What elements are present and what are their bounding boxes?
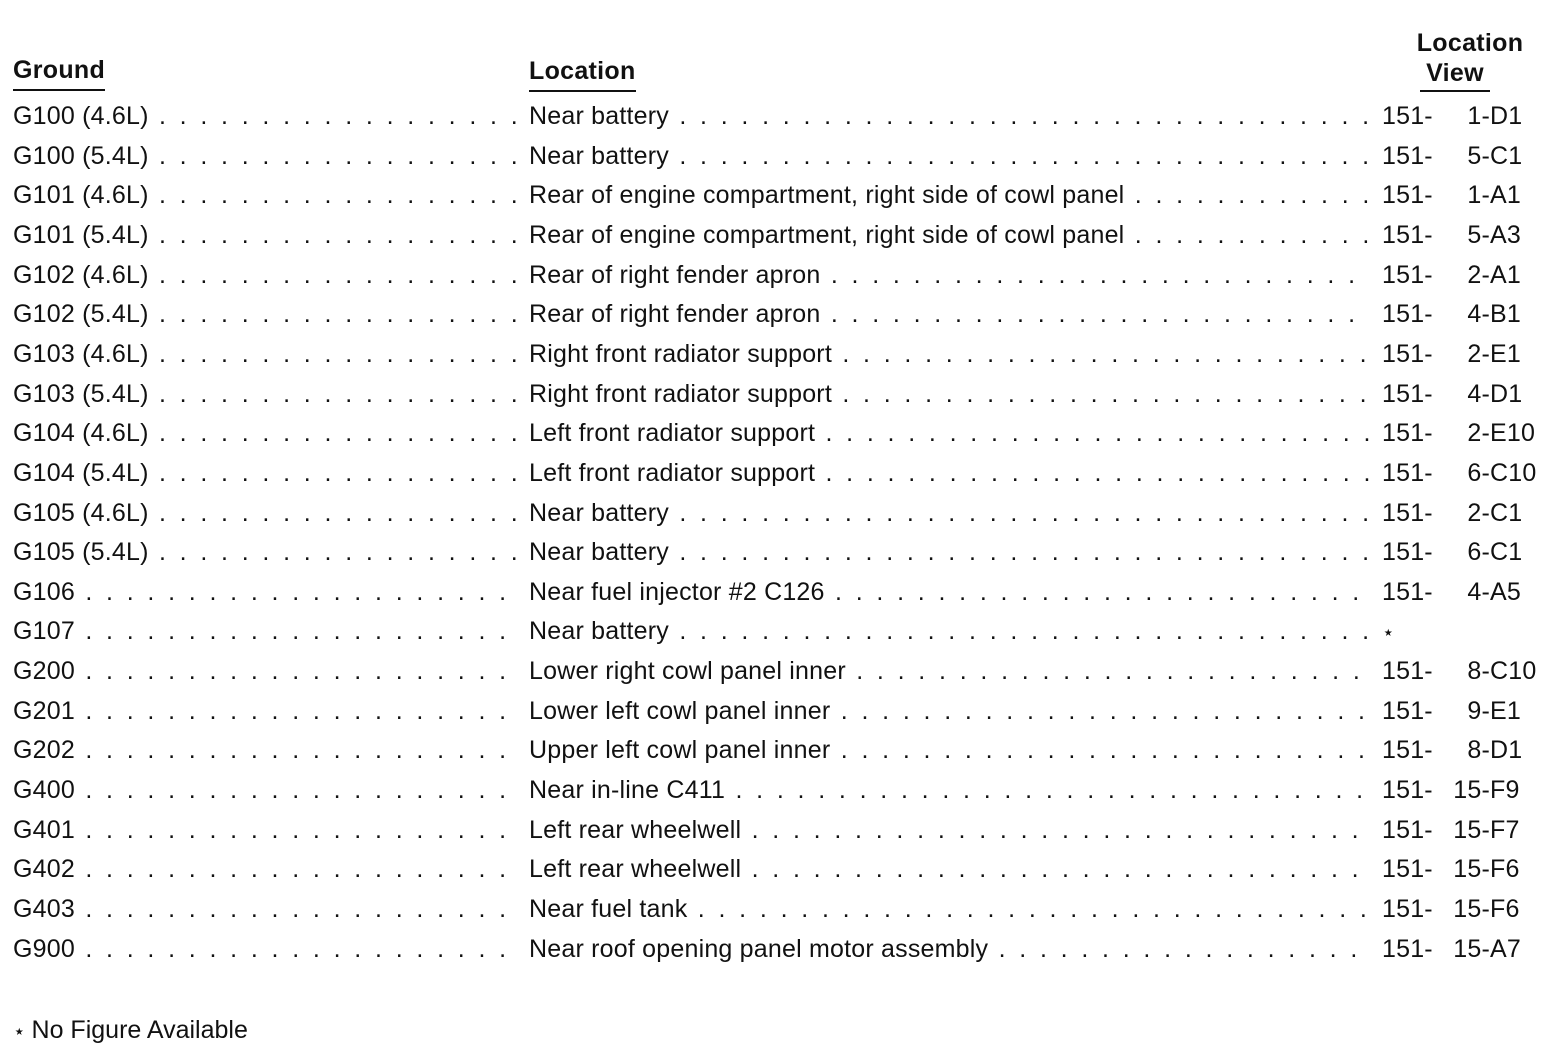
location-cell <box>529 770 1369 810</box>
location-cell <box>529 611 1369 651</box>
ground-id: G401 . . . <box>13 816 516 844</box>
table-row <box>0 413 1552 453</box>
ground-id-cell <box>13 849 516 889</box>
table-row <box>0 849 1552 889</box>
ground-id-cell <box>13 651 516 691</box>
table-row <box>0 691 1552 731</box>
ground-id: G105 (5.4L) . . . <box>13 538 516 566</box>
view-page-number: 151- <box>1382 935 1433 963</box>
view-grid-reference: E1 <box>1490 697 1521 725</box>
table-row <box>0 889 1552 929</box>
view-page-number: 151- <box>1382 499 1433 527</box>
location-text: Rear of right fender apron . . . <box>529 261 1369 289</box>
view-page-number: 151- <box>1382 459 1433 487</box>
location-view-cell <box>1382 810 1547 850</box>
location-text: Left rear wheelwell . . . <box>529 816 1369 844</box>
view-page-number: 151- <box>1382 221 1433 249</box>
location-column-header: Location <box>529 56 636 92</box>
view-grid-reference: C10 <box>1490 657 1537 685</box>
location-view-cell <box>1382 691 1547 731</box>
view-grid-reference: F7 <box>1490 816 1520 844</box>
table-row <box>0 175 1552 215</box>
view-grid-reference: C1 <box>1490 499 1523 527</box>
location-cell <box>529 889 1369 929</box>
table-row <box>0 374 1552 414</box>
location-cell <box>529 651 1369 691</box>
location-text: Right front radiator support . . . <box>529 340 1369 368</box>
location-cell <box>529 215 1369 255</box>
location-cell <box>529 413 1369 453</box>
location-view-header-line1: Location <box>1416 29 1524 57</box>
star-icon: ⋆ <box>13 1021 26 1043</box>
view-page-number: 151- <box>1382 142 1433 170</box>
location-text: Lower left cowl panel inner . . . <box>529 697 1369 725</box>
location-view-cell <box>1382 374 1547 414</box>
location-text: Upper left cowl panel inner . . . <box>529 736 1369 764</box>
location-cell <box>529 136 1369 176</box>
location-view-cell <box>1382 770 1547 810</box>
view-figure-number: 5- <box>1467 142 1490 170</box>
location-text: Near in-line C411 . . . <box>529 776 1369 804</box>
ground-id: G100 (4.6L) . . . <box>13 102 516 130</box>
view-grid-reference: B1 <box>1490 300 1521 328</box>
location-text: Near fuel injector #2 C126 . . . <box>529 578 1369 606</box>
view-figure-number: 4- <box>1467 300 1490 328</box>
location-view-cell <box>1382 294 1547 334</box>
view-figure-number: 15- <box>1453 816 1490 844</box>
location-view-cell <box>1382 215 1547 255</box>
location-view-cell <box>1382 929 1547 969</box>
view-figure-number: 8- <box>1467 657 1490 685</box>
view-page-number: 151- <box>1382 300 1433 328</box>
view-grid-reference: F9 <box>1490 776 1520 804</box>
ground-id: G106 . . . <box>13 578 516 606</box>
ground-id-cell <box>13 215 516 255</box>
view-page-number: 151- <box>1382 855 1433 883</box>
ground-id: G200 . . . <box>13 657 516 685</box>
location-text: Left rear wheelwell . . . <box>529 855 1369 883</box>
view-figure-number: 5- <box>1467 221 1490 249</box>
ground-id-cell <box>13 334 516 374</box>
ground-id: G107 . . . <box>13 617 516 645</box>
view-grid-reference: D1 <box>1490 736 1523 764</box>
ground-id: G105 (4.6L) . . . <box>13 499 516 527</box>
location-view-cell <box>1382 453 1547 493</box>
location-text: Rear of right fender apron . . . <box>529 300 1369 328</box>
location-text: Left front radiator support . . . <box>529 459 1369 487</box>
view-figure-number: 9- <box>1467 697 1490 725</box>
view-grid-reference: C1 <box>1490 142 1523 170</box>
view-figure-number: 8- <box>1467 736 1490 764</box>
location-text: Left front radiator support . . . <box>529 419 1369 447</box>
location-cell <box>529 929 1369 969</box>
view-page-number: 151- <box>1382 419 1433 447</box>
location-cell <box>529 532 1369 572</box>
ground-id-cell <box>13 453 516 493</box>
view-figure-number: 15- <box>1453 776 1490 804</box>
location-text: Rear of engine compartment, right side of cowl panel . . . <box>529 181 1369 209</box>
view-grid-reference: C1 <box>1490 538 1523 566</box>
view-figure-number: 2- <box>1467 499 1490 527</box>
table-row <box>0 929 1552 969</box>
view-grid-reference: F6 <box>1490 855 1520 883</box>
ground-id-cell <box>13 294 516 334</box>
view-page-number: 151- <box>1382 657 1433 685</box>
location-text: Near roof opening panel motor assembly . . . <box>529 935 1369 963</box>
location-view-cell <box>1382 611 1547 653</box>
view-grid-reference: F6 <box>1490 895 1520 923</box>
ground-id-cell <box>13 96 516 136</box>
location-cell <box>529 849 1369 889</box>
ground-id: G103 (5.4L) . . . <box>13 380 516 408</box>
table-row <box>0 255 1552 295</box>
ground-id-cell <box>13 889 516 929</box>
view-page-number: 151- <box>1382 340 1433 368</box>
view-grid-reference: A3 <box>1490 221 1521 249</box>
location-view-cell <box>1382 889 1547 929</box>
ground-id-cell <box>13 691 516 731</box>
table-row <box>0 294 1552 334</box>
ground-id-cell <box>13 810 516 850</box>
view-grid-reference: D1 <box>1490 380 1523 408</box>
location-view-cell <box>1382 136 1547 176</box>
location-cell <box>529 334 1369 374</box>
location-view-column-header <box>1395 28 1545 92</box>
location-cell <box>529 374 1369 414</box>
view-page-number: 151- <box>1382 895 1433 923</box>
table-row <box>0 136 1552 176</box>
view-figure-number: 2- <box>1467 419 1490 447</box>
view-grid-reference: A7 <box>1490 935 1521 963</box>
view-page-number: 151- <box>1382 578 1433 606</box>
table-row <box>0 611 1552 651</box>
location-text: Near fuel tank . . . <box>529 895 1369 923</box>
view-figure-number: 1- <box>1467 102 1490 130</box>
location-view-cell <box>1382 730 1547 770</box>
table-row <box>0 651 1552 691</box>
location-text: Near battery . . . <box>529 617 1369 645</box>
ground-id-cell <box>13 175 516 215</box>
table-row <box>0 532 1552 572</box>
view-grid-reference: A1 <box>1490 181 1521 209</box>
ground-id: G102 (5.4L) . . . <box>13 300 516 328</box>
location-cell <box>529 453 1369 493</box>
view-figure-number: 4- <box>1467 380 1490 408</box>
location-cell <box>529 294 1369 334</box>
view-page-number: 151- <box>1382 697 1433 725</box>
ground-id-cell <box>13 493 516 533</box>
ground-id: G104 (4.6L) . . . <box>13 419 516 447</box>
ground-id-cell <box>13 374 516 414</box>
view-page-number: 151- <box>1382 538 1433 566</box>
table-row <box>0 770 1552 810</box>
location-text: Near battery . . . <box>529 142 1369 170</box>
location-text: Near battery . . . <box>529 102 1369 130</box>
view-figure-number: 2- <box>1467 261 1490 289</box>
location-view-cell <box>1382 175 1547 215</box>
ground-id-cell <box>13 413 516 453</box>
view-figure-number: 1- <box>1467 181 1490 209</box>
table-row <box>0 572 1552 612</box>
ground-id: G400 . . . <box>13 776 516 804</box>
location-text: Lower right cowl panel inner . . . <box>529 657 1369 685</box>
ground-id: G101 (4.6L) . . . <box>13 181 516 209</box>
location-view-cell <box>1382 334 1547 374</box>
table-row <box>0 334 1552 374</box>
no-figure-star-icon: ⋆ <box>1382 622 1395 644</box>
location-view-cell <box>1382 96 1547 136</box>
table-row <box>0 810 1552 850</box>
ground-id-cell <box>13 532 516 572</box>
location-cell <box>529 175 1369 215</box>
view-grid-reference: D1 <box>1490 102 1523 130</box>
ground-id: G202 . . . <box>13 736 516 764</box>
location-cell <box>529 730 1369 770</box>
view-figure-number: 15- <box>1453 855 1490 883</box>
view-figure-number: 15- <box>1453 895 1490 923</box>
table-row <box>0 96 1552 136</box>
ground-id: G403 . . . <box>13 895 516 923</box>
view-figure-number: 15- <box>1453 935 1490 963</box>
location-cell <box>529 691 1369 731</box>
location-text: Near battery . . . <box>529 499 1369 527</box>
location-view-cell <box>1382 532 1547 572</box>
ground-id-cell <box>13 255 516 295</box>
location-cell <box>529 96 1369 136</box>
view-figure-number: 6- <box>1467 459 1490 487</box>
ground-id-cell <box>13 929 516 969</box>
view-page-number: 151- <box>1382 181 1433 209</box>
view-page-number: 151- <box>1382 776 1433 804</box>
ground-id: G201 . . . <box>13 697 516 725</box>
ground-id: G103 (4.6L) . . . <box>13 340 516 368</box>
location-text: Right front radiator support . . . <box>529 380 1369 408</box>
ground-id: G402 . . . <box>13 855 516 883</box>
view-grid-reference: E10 <box>1490 419 1536 447</box>
ground-id-cell <box>13 770 516 810</box>
view-page-number: 151- <box>1382 816 1433 844</box>
location-view-header-line2: View <box>1420 58 1490 92</box>
view-grid-reference: A1 <box>1490 261 1521 289</box>
ground-id: G900 . . . <box>13 935 516 963</box>
view-grid-reference: A5 <box>1490 578 1521 606</box>
location-view-cell <box>1382 255 1547 295</box>
ground-id-cell <box>13 611 516 651</box>
view-page-number: 151- <box>1382 736 1433 764</box>
view-page-number: 151- <box>1382 261 1433 289</box>
location-text: Near battery . . . <box>529 538 1369 566</box>
ground-id: G104 (5.4L) . . . <box>13 459 516 487</box>
location-cell <box>529 255 1369 295</box>
location-view-cell <box>1382 413 1547 453</box>
ground-column-header: Ground <box>13 55 105 91</box>
table-row <box>0 730 1552 770</box>
location-cell <box>529 493 1369 533</box>
location-cell <box>529 572 1369 612</box>
ground-id-cell <box>13 730 516 770</box>
location-cell <box>529 810 1369 850</box>
ground-id-cell <box>13 572 516 612</box>
location-view-cell <box>1382 493 1547 533</box>
view-grid-reference: C10 <box>1490 459 1537 487</box>
location-text: Rear of engine compartment, right side of cowl panel . . . <box>529 221 1369 249</box>
table-row <box>0 453 1552 493</box>
ground-id: G100 (5.4L) . . . <box>13 142 516 170</box>
view-figure-number: 6- <box>1467 538 1490 566</box>
ground-id-cell <box>13 136 516 176</box>
location-view-cell <box>1382 849 1547 889</box>
view-figure-number: 2- <box>1467 340 1490 368</box>
view-page-number: 151- <box>1382 380 1433 408</box>
ground-id: G101 (5.4L) . . . <box>13 221 516 249</box>
view-grid-reference: E1 <box>1490 340 1521 368</box>
footnote <box>13 1012 248 1050</box>
view-page-number: 151- <box>1382 102 1433 130</box>
location-view-cell <box>1382 572 1547 612</box>
location-view-cell <box>1382 651 1547 691</box>
ground-id: G102 (4.6L) . . . <box>13 261 516 289</box>
table-row <box>0 215 1552 255</box>
view-figure-number: 4- <box>1467 578 1490 606</box>
footnote-text: No Figure Available <box>31 1016 248 1044</box>
table-row <box>0 493 1552 533</box>
